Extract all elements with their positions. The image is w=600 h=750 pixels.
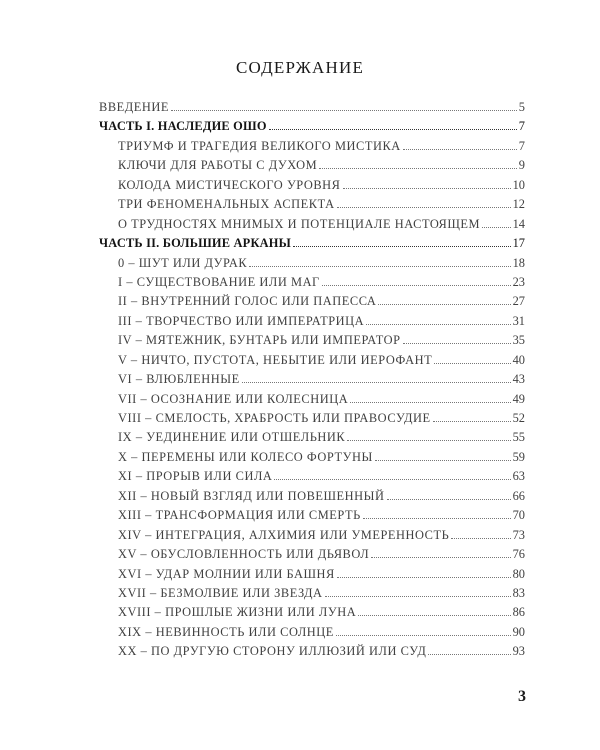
toc-entry-page: 17 <box>512 236 525 251</box>
toc-entry-title: XII – НОВЫЙ ВЗГЛЯД ИЛИ ПОВЕШЕННЫЙ <box>118 488 385 503</box>
dot-leader <box>363 518 511 519</box>
toc-entry-page: 23 <box>512 274 525 289</box>
dot-leader <box>482 227 511 228</box>
dot-leader <box>451 538 510 539</box>
dot-leader <box>358 615 510 616</box>
toc-entry-page: 43 <box>512 372 525 387</box>
toc-entry-page: 55 <box>512 430 525 445</box>
toc-entry-page: 52 <box>512 411 525 425</box>
dot-leader <box>293 246 511 247</box>
toc-entry-title: КОЛОДА МИСТИЧЕСКОГО УРОВНЯ <box>118 177 341 192</box>
toc-entry <box>99 603 525 622</box>
dot-leader <box>274 479 510 480</box>
dot-leader <box>249 266 510 267</box>
toc-entry <box>99 467 525 486</box>
toc-part-heading <box>99 117 525 136</box>
toc-entry <box>99 506 525 525</box>
toc-entry <box>99 642 525 661</box>
toc-entry-title: VII – ОСОЗНАНИЕ ИЛИ КОЛЕСНИЦА <box>118 391 349 406</box>
toc-entry-title: XIV – ИНТЕГРАЦИЯ, АЛХИМИЯ ИЛИ УМЕРЕННОСТЬ <box>118 527 450 542</box>
toc-entry <box>99 409 525 428</box>
toc-entry-title: I – СУЩЕСТВОВАНИЕ ИЛИ МАГ <box>118 274 320 289</box>
toc-entry-page: 18 <box>512 255 525 270</box>
toc-entry <box>99 156 525 175</box>
dot-leader <box>433 421 511 422</box>
toc-entry-title: КЛЮЧИ ДЛЯ РАБОТЫ С ДУХОМ <box>118 158 318 173</box>
dot-leader <box>378 304 510 305</box>
toc-entry <box>99 98 525 117</box>
toc-entry-title: XVIII – ПРОШЛЫЕ ЖИЗНИ ИЛИ ЛУНА <box>118 605 357 620</box>
toc-entry-page: 66 <box>512 488 525 503</box>
toc-entry-title: VI – ВЛЮБЛЕННЫЕ <box>118 372 240 387</box>
toc-entry-title: IV – МЯТЕЖНИК, БУНТАРЬ ИЛИ ИМПЕРАТОР <box>118 333 401 348</box>
toc-entry-title: XX – ПО ДРУГУЮ СТОРОНУ ИЛЛЮЗИЙ ИЛИ СУД <box>118 644 427 659</box>
page-title: СОДЕРЖАНИЕ <box>235 58 365 77</box>
toc-entry <box>99 195 525 214</box>
toc-entry-title: XVII – БЕЗМОЛВИЕ ИЛИ ЗВЕЗДА <box>118 585 323 600</box>
toc-entry-title: XI – ПРОРЫВ ИЛИ СИЛА <box>118 469 273 484</box>
toc-entry-page: 63 <box>512 469 525 484</box>
toc-entry-title: XVI – УДАР МОЛНИИ ИЛИ БАШНЯ <box>118 566 335 581</box>
toc-entry <box>99 351 525 370</box>
toc-entry <box>99 428 525 447</box>
toc-entry <box>99 292 525 311</box>
dot-leader <box>336 635 511 636</box>
toc-entry-title: ТРИ ФЕНОМЕНАЛЬНЫХ АСПЕКТА <box>118 197 335 212</box>
toc-entry-page: 59 <box>512 449 525 464</box>
toc-entry-page: 40 <box>512 352 525 367</box>
toc-entry-page: 76 <box>512 547 525 562</box>
toc-entry <box>99 137 525 156</box>
toc-entry-page: 12 <box>512 197 525 212</box>
dot-leader <box>434 363 510 364</box>
toc-entry-page: 90 <box>512 624 525 639</box>
dot-leader <box>319 168 517 169</box>
toc-entry-title: 0 – ШУТ ИЛИ ДУРАК <box>118 255 248 270</box>
toc-entry-title: XIX – НЕВИННОСТЬ ИЛИ СОЛНЦЕ <box>118 624 334 639</box>
toc-entry-title: ЧАСТЬ II. БОЛЬШИЕ АРКАНЫ <box>99 236 291 251</box>
toc-entry-title: ЧАСТЬ I. НАСЛЕДИЕ ОШО <box>99 119 267 134</box>
dot-leader <box>347 440 510 441</box>
toc-entry-page: 31 <box>512 313 525 328</box>
toc-entry-title: ТРИУМФ И ТРАГЕДИЯ ВЕЛИКОГО МИСТИКА <box>118 138 401 153</box>
toc-entry-page: 80 <box>512 566 525 581</box>
toc-entry-title: XV – ОБУСЛОВЛЕННОСТЬ ИЛИ ДЬЯВОЛ <box>118 547 370 562</box>
toc-entry <box>99 370 525 389</box>
dot-leader <box>325 596 511 597</box>
toc-entry <box>99 331 525 350</box>
dot-leader <box>428 654 510 655</box>
toc-entry-page: 83 <box>512 585 525 600</box>
toc-entry-title: ВВЕДЕНИЕ <box>99 100 169 114</box>
toc-entry-page: 7 <box>518 119 525 134</box>
toc-entry-page: 7 <box>518 138 525 153</box>
toc-entry-title: XIII – ТРАНСФОРМАЦИЯ ИЛИ СМЕРТЬ <box>118 508 361 523</box>
toc-entry-page: 35 <box>512 333 525 348</box>
dot-leader <box>403 149 517 150</box>
toc-entry <box>99 584 525 603</box>
dot-leader <box>242 382 511 383</box>
toc-entry-page: 86 <box>512 605 525 620</box>
toc-entry-title: VIII – СМЕЛОСТЬ, ХРАБРОСТЬ ИЛИ ПРАВОСУДИЕ <box>118 411 431 425</box>
toc-entry <box>99 487 525 506</box>
dot-leader <box>322 285 511 286</box>
table-of-contents <box>99 98 525 662</box>
toc-entry <box>99 448 525 467</box>
toc-entry-title: X – ПЕРЕМЕНЫ ИЛИ КОЛЕСО ФОРТУНЫ <box>118 449 373 464</box>
toc-entry-title: О ТРУДНОСТЯХ МНИМЫХ И ПОТЕНЦИАЛЕ НАСТОЯЩЕМ <box>118 216 481 231</box>
toc-entry-page: 70 <box>512 508 525 523</box>
toc-entry <box>99 254 525 273</box>
toc-entry <box>99 215 525 234</box>
toc-entry-page: 14 <box>512 216 525 231</box>
page-number: 3 <box>518 688 526 705</box>
toc-entry-page: 49 <box>512 391 525 406</box>
toc-entry <box>99 526 525 545</box>
toc-part-heading <box>99 234 525 253</box>
dot-leader <box>403 343 511 344</box>
dot-leader <box>387 499 511 500</box>
dot-leader <box>350 402 510 403</box>
toc-entry-page: 27 <box>512 294 525 309</box>
toc-entry <box>99 623 525 642</box>
dot-leader <box>337 207 511 208</box>
dot-leader <box>171 110 517 111</box>
toc-entry-page: 93 <box>512 644 525 659</box>
toc-entry <box>99 565 525 584</box>
dot-leader <box>366 324 510 325</box>
dot-leader <box>343 188 511 189</box>
dot-leader <box>269 129 517 130</box>
toc-entry <box>99 176 525 195</box>
dot-leader <box>337 577 511 578</box>
toc-entry-page: 9 <box>518 158 525 173</box>
toc-entry-title: IX – УЕДИНЕНИЕ ИЛИ ОТШЕЛЬНИК <box>118 430 346 445</box>
toc-entry <box>99 312 525 331</box>
toc-entry-page: 5 <box>518 100 525 114</box>
toc-entry-page: 73 <box>512 527 525 542</box>
toc-entry-title: V – НИЧТО, ПУСТОТА, НЕБЫТИЕ ИЛИ ИЕРОФАНТ <box>118 352 433 367</box>
toc-entry <box>99 390 525 409</box>
toc-entry-title: III – ТВОРЧЕСТВО ИЛИ ИМПЕРАТРИЦА <box>118 313 365 328</box>
dot-leader <box>375 460 511 461</box>
dot-leader <box>371 557 510 558</box>
toc-entry <box>99 545 525 564</box>
toc-entry-page: 10 <box>512 177 525 192</box>
toc-entry-title: II – ВНУТРЕННИЙ ГОЛОС ИЛИ ПАПЕССА <box>118 294 377 309</box>
toc-entry <box>99 273 525 292</box>
